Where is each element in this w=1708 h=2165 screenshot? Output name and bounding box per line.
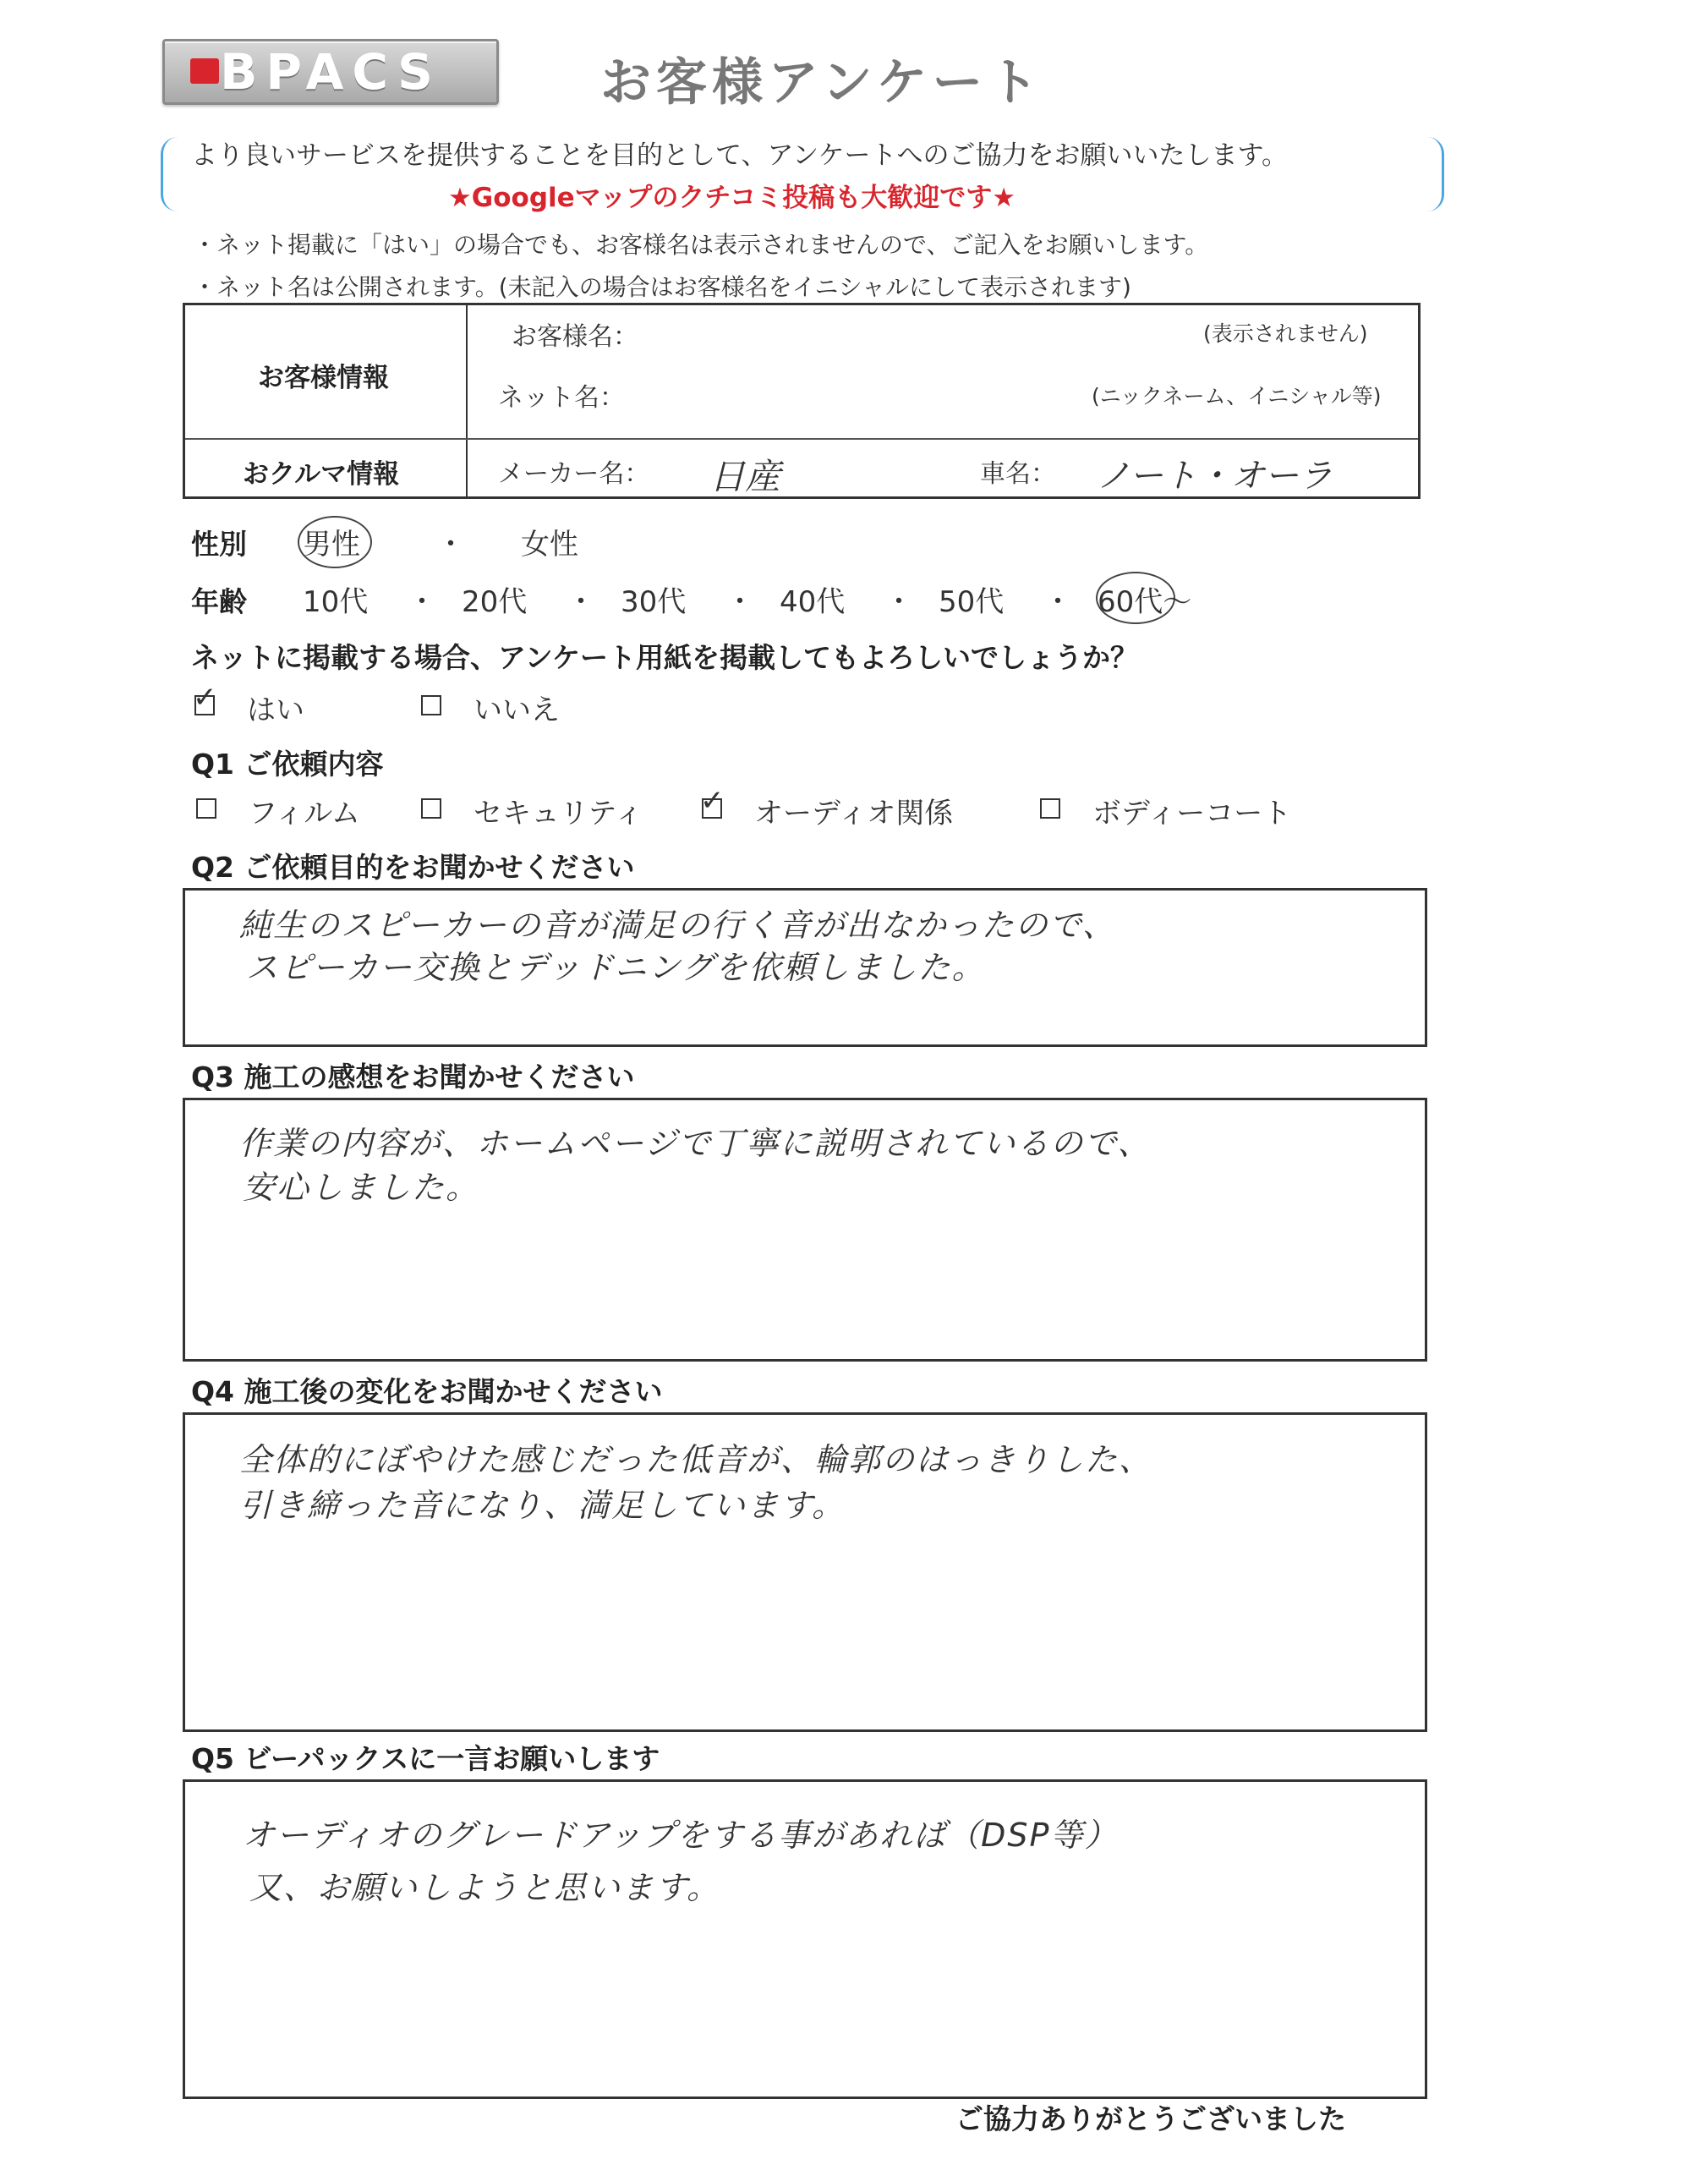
age-option-30s[interactable]: 30代: [621, 585, 687, 619]
q1-bodycoat-label: ボディーコート: [1092, 797, 1292, 830]
q1-bodycoat-checkbox[interactable]: [1040, 798, 1060, 819]
q3-answer-line-2: 安心しました。: [243, 1169, 480, 1206]
age-label: 年齢: [191, 585, 247, 618]
q3-answer-box[interactable]: [183, 1098, 1427, 1362]
check-mark-icon: ✓: [700, 784, 725, 818]
net-name-note: (ニックネーム、イニシャル等): [1092, 384, 1382, 408]
q1-audio-label: オーディオ関係: [754, 797, 954, 830]
age-separator: ・: [567, 585, 595, 619]
gender-option-female[interactable]: 女性: [521, 528, 578, 562]
q2-answer-line-1: 純生のスピーカーの音が満足の行く音が出なかったので、: [239, 907, 1116, 944]
bpacs-logo: [162, 39, 499, 105]
maker-label: メーカー名：: [498, 459, 650, 489]
age-option-10s[interactable]: 10代: [303, 585, 369, 619]
q3-label: Q3 施工の感想をお聞かせください: [191, 1061, 635, 1093]
q4-label: Q4 施工後の変化をお聞かせください: [191, 1375, 663, 1408]
q1-film-checkbox[interactable]: [196, 798, 216, 819]
age-option-40s[interactable]: 40代: [780, 585, 846, 619]
age-separator: ・: [884, 585, 913, 619]
customer-info-label: お客様情報: [258, 363, 389, 393]
maker-value[interactable]: 日産: [709, 456, 781, 497]
page-title: お客様アンケート: [600, 53, 1044, 112]
q1-label: Q1 ご依頼内容: [191, 748, 384, 781]
age-option-20s[interactable]: 20代: [462, 585, 528, 619]
intro-text: より良いサービスを提供することを目的として、アンケートへのご協力をお願いいたします。: [191, 140, 1289, 171]
info-table-row-divider: [185, 438, 1418, 440]
publish-question: ネットに掲載する場合、アンケート用紙を掲載してもよろしいでしょうか？: [191, 641, 1139, 674]
age-option-50s[interactable]: 50代: [939, 585, 1005, 619]
google-review-banner: ★Googleマップのクチコミ投稿も大歓迎です★: [448, 183, 1015, 213]
customer-name-note: (表示されません): [1203, 321, 1368, 346]
net-name-field[interactable]: [777, 373, 1081, 410]
thanks-message: ご協力ありがとうございました: [955, 2102, 1346, 2135]
q3-answer-line-1: 作業の内容が、ホームページで丁寧に説明されているので、: [239, 1125, 1152, 1162]
publish-no-checkbox[interactable]: [421, 695, 441, 715]
info-table: [183, 303, 1421, 499]
q5-answer-line-2: 又、お願いしようと思います。: [249, 1869, 720, 1906]
car-info-label: おクルマ情報: [243, 459, 400, 490]
q5-answer-box[interactable]: [183, 1779, 1427, 2099]
age-option-60s-plus[interactable]: 60代〜: [1098, 585, 1192, 619]
age-separator: ・: [725, 585, 754, 619]
q2-label: Q2 ご依頼目的をお聞かせください: [191, 851, 635, 884]
publish-yes-label: はい: [247, 693, 304, 727]
q5-label: Q5 ビーパックスに一言お願いします: [191, 1742, 660, 1775]
car-name-label: 車名：: [980, 459, 1056, 489]
q2-answer-line-2: スピーカー交換とデッドニングを依頼しました。: [246, 949, 986, 986]
check-mark-icon: ✓: [193, 681, 217, 715]
gender-option-male[interactable]: 男性: [303, 528, 360, 562]
gender-label: 性別: [191, 528, 247, 561]
gender-separator: ・: [436, 528, 465, 562]
net-name-label: ネット名：: [498, 383, 625, 413]
q4-answer-line-1: 全体的にぼやけた感じだった低音が、輪郭のはっきりした、: [239, 1441, 1153, 1478]
q1-film-label: フィルム: [249, 797, 360, 830]
customer-name-field[interactable]: [777, 312, 1183, 349]
q4-answer-line-2: 引き締った音になり、満足しています。: [239, 1487, 846, 1524]
age-separator: ・: [408, 585, 436, 619]
q1-security-label: セキュリティ: [474, 797, 643, 830]
info-table-divider: [466, 305, 468, 496]
note-line-2: ・ネット名は公開されます。(未記入の場合はお客様名をイニシャルにして表示されます): [193, 273, 1131, 301]
q2-answer-box[interactable]: [183, 888, 1427, 1047]
age-separator: ・: [1043, 585, 1072, 619]
logo-text: BPACS: [220, 43, 441, 101]
q5-answer-line-1: オーディオのグレードアップをする事があれば（DSP等）: [243, 1817, 1119, 1854]
car-name-value[interactable]: ノート・オーラ: [1097, 457, 1333, 496]
customer-name-label: お客様名：: [512, 322, 638, 352]
q4-answer-box[interactable]: [183, 1412, 1427, 1732]
publish-no-label: いいえ: [474, 693, 560, 727]
note-line-1: ・ネット掲載に「はい」の場合でも、お客様名は表示されませんので、ご記入をお願いします。: [193, 231, 1209, 259]
q1-security-checkbox[interactable]: [421, 798, 441, 819]
